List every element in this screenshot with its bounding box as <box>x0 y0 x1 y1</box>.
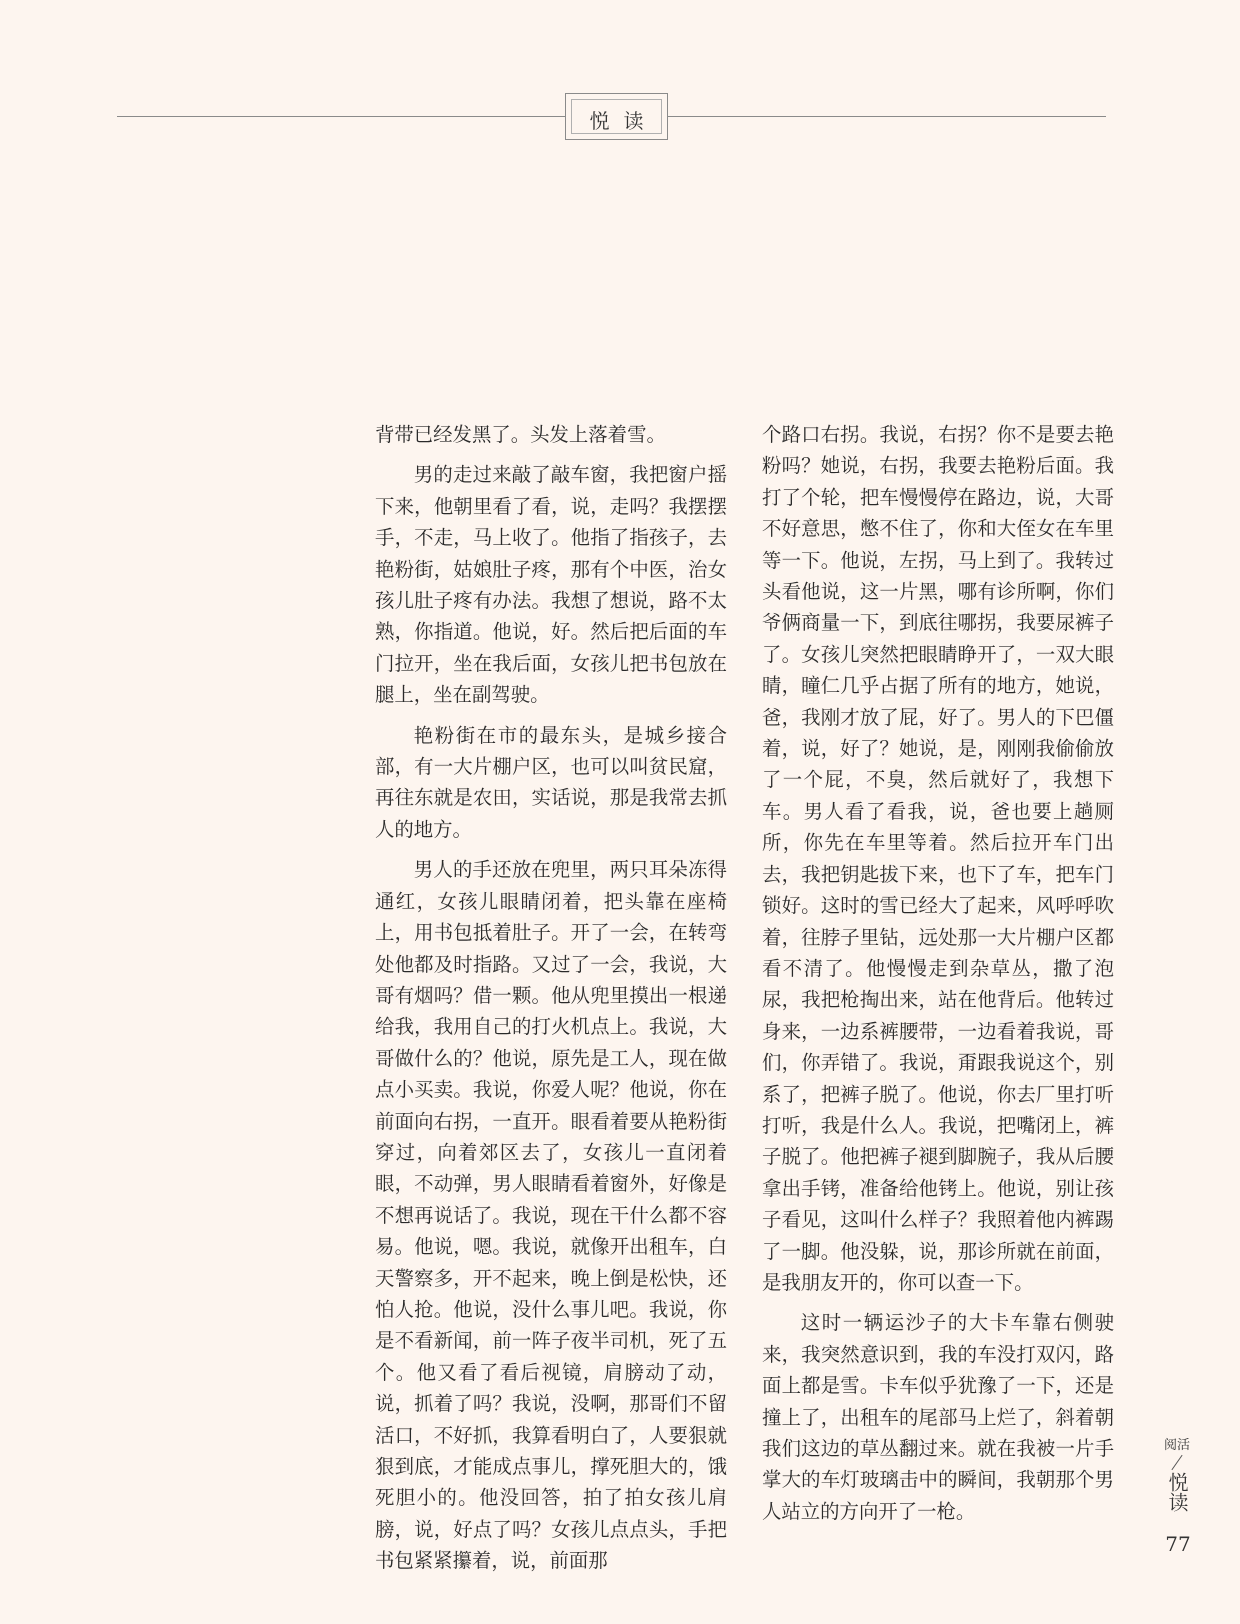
page-number: 77 <box>1165 1532 1191 1556</box>
header-rule-right <box>668 116 1106 117</box>
paragraph: 这时一辆运沙子的大卡车靠右侧驶来，我突然意识到，我的车没打双闪，路面上都是雪。卡车似乎犹豫了一下，还是撞上了，出租车的尾部马上烂了，斜着朝我们这边的草丛翻过来。就在我被一片手掌大的车灯玻璃击中的瞬间，我朝那个男人站立的方向开了一枪。 <box>762 1311 1114 1523</box>
text-column-right <box>762 419 1114 1536</box>
side-mark-small: 阅活 <box>1163 1438 1190 1453</box>
section-header-box <box>565 93 668 140</box>
section-title: 悦读 <box>589 109 658 133</box>
paragraph: 男人的手还放在兜里，两只耳朵冻得通红，女孩儿眼睛闭着，把头靠在座椅上，用书包抵着肚子。开了一会，在转弯处他都及时指路。又过了一会，我说，大哥有烟吗？借一颗。他从兜里摸出一根递给我，我用自己的打火机点上。我说，大哥做什么的？他说，原先是工人，现在做点小买卖。我说，你爱人呢？他说，你在前面向右拐，一直开。眼看着要从艳粉街穿过，向着郊区去了，女孩儿一直闭着眼，不动弹，男人眼睛看着窗外，好像是不想再说话了。我说，现在干什么都不容易。他说，嗯。我说，就像开出租车，白天警察多，开不起来，晚上倒是松快，还怕人抢。他说，没什么事儿吧。我说，你是不看新闻，前一阵子夜半司机，死了五个。他又看了看后视镜，肩膀动了动，说，抓着了吗？我说，没啊，那哥们不留活口，不好抓，我算看明白了，人要狠就狠到底，才能成点事儿，撑死胆大的，饿死胆小的。他没回答，拍了拍女孩儿肩膀，说，好点了吗？女孩儿点点头，手把书包紧紧攥着，说，前面那 <box>375 858 727 1573</box>
text-column-left <box>375 419 727 1586</box>
header-rule-left <box>117 116 565 117</box>
paragraph: 个路口右拐。我说，右拐？你不是要去艳粉吗？她说，右拐，我要去艳粉后面。我打了个轮，把车慢慢停在路边，说，大哥不好意思，憋不住了，你和大侄女在车里等一下。他说，左拐，马上到了。我转过头看他说，这一片黑，哪有诊所啊，你们爷俩商量一下，到底往哪拐，我要尿裤子了。女孩儿突然把眼睛睁开了，一双大眼睛，瞳仁几乎占据了所有的地方，她说，爸，我刚才放了屁，好了。男人的下巴僵着，说，好了？她说，是，刚刚我偷偷放了一个屁，不臭，然后就好了，我想下车。男人看了看我，说，爸也要上趟厕所，你先在车里等着。然后拉开车门出去，我把钥匙拔下来，也下了车，把车门锁好。这时的雪已经大了起来，风呼呼吹着，往脖子里钻，远处那一大片棚户区都看不清了。他慢慢走到杂草丛，撒了泡尿，我把枪掏出来，站在他背后。他转过身来，一边系裤腰带，一边看着我说，哥们，你弄错了。我说，甭跟我说这个，别系了，把裤子脱了。他说，你去厂里打听打听，我是什么人。我说，把嘴闭上，裤子脱了。他把裤子褪到脚腕子，我从后腰拿出手铐，准备给他铐上。他说，别让孩子看见，这叫什么样子？我照着他内裤踢了一脚。他没躲，说，那诊所就在前面，是我朋友开的，你可以查一下。 <box>762 423 1114 1294</box>
paragraph: 背带已经发黑了。头发上落着雪。 <box>375 423 666 446</box>
side-section-mark <box>1162 1438 1192 1512</box>
side-mark-large: 悦读 <box>1165 1472 1189 1512</box>
side-mark-slash <box>1162 1454 1192 1472</box>
paragraph: 男的走过来敲了敲车窗，我把窗户摇下来，他朝里看了看，说，走吗？我摆摆手，不走，马上收了。他指了指孩子，去艳粉街，姑娘肚子疼，那有个中医，治女孩儿肚子疼有办法。我想了想说，路不太熟，你指道。他说，好。然后把后面的车门拉开，坐在我后面，女孩儿把书包放在腿上，坐在副驾驶。 <box>375 463 727 707</box>
paragraph: 艳粉街在市的最东头，是城乡接合部，有一大片棚户区，也可以叫贫民窟，再往东就是农田，实话说，那是我常去抓人的地方。 <box>375 723 727 841</box>
